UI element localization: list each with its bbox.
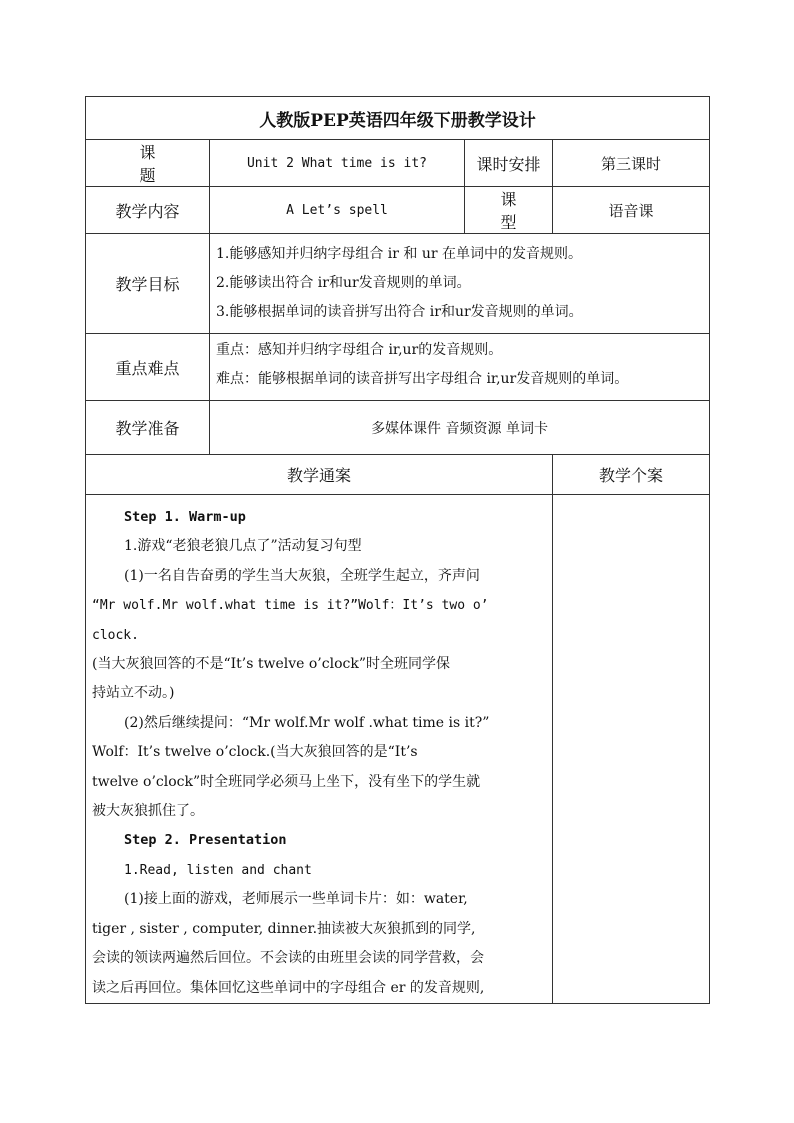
body-line: Wolf：It’s twelve o’clock.(当大灰狼回答的是“It’s <box>92 744 418 761</box>
body-line: “Mr wolf.Mr wolf.what time is it?”Wolf：It’s two o’ <box>92 598 489 614</box>
label-topic: 课 题 <box>86 140 210 187</box>
keypoint-item: 难点：能够根据单词的读音拼写出字母组合 ir,ur发音规则的单词。 <box>216 371 629 387</box>
general-plan-body <box>86 495 553 1004</box>
label-keypoints: 重点难点 <box>86 334 210 401</box>
body-line: (1)一名自告奋勇的学生当大灰狼，全班学生起立，齐声问 <box>124 567 480 584</box>
objective-item: 2.能够读出符合 ir和ur发音规则的单词。 <box>216 275 471 291</box>
step-heading: Step 1. Warm-up <box>124 509 246 525</box>
value-type: 语音课 <box>553 187 710 234</box>
value-preparation: 多媒体课件 音频资源 单词卡 <box>210 401 710 455</box>
body-line: (1)接上面的游戏，老师展示一些单词卡片：如：water, <box>124 891 468 908</box>
body-line: 会读的领读两遍然后回位。不会读的由班里会读的同学营救，会 <box>92 950 484 967</box>
body-line: clock. <box>92 627 139 643</box>
body-line: tiger , sister , computer, dinner.抽读被大灰狼抓到的同学, <box>92 920 476 937</box>
body-line: (2)然后继续提问：“Mr wolf.Mr wolf .what time is it?” <box>124 714 490 731</box>
objective-item: 1.能够感知并归纳字母组合 ir 和 ur 在单词中的发音规则。 <box>216 246 583 262</box>
keypoint-item: 重点：感知并归纳字母组合 ir,ur的发音规则。 <box>216 342 503 358</box>
document-title: 人教版PEP英语四年级下册教学设计 <box>86 97 710 140</box>
individual-plan-body <box>553 495 710 1004</box>
value-topic: Unit 2 What time is it? <box>210 140 465 187</box>
body-line: twelve o’clock”时全班同学必须马上坐下，没有坐下的学生就 <box>92 773 481 790</box>
label-schedule: 课时安排 <box>465 140 553 187</box>
body-line: 读之后再回位。集体回忆这些单词中的字母组合 er 的发音规则, <box>92 979 485 996</box>
lesson-plan-table <box>85 96 710 1004</box>
label-content: 教学内容 <box>86 187 210 234</box>
body-line: 持站立不动。) <box>92 685 175 702</box>
label-objectives: 教学目标 <box>86 234 210 334</box>
label-type: 课 型 <box>465 187 553 234</box>
objective-item: 3.能够根据单词的读音拼写出符合 ir和ur发音规则的单词。 <box>216 304 583 320</box>
step-heading: Step 2. Presentation <box>124 832 287 849</box>
keypoints-list <box>210 334 710 401</box>
label-preparation: 教学准备 <box>86 401 210 455</box>
objectives-list <box>210 234 710 334</box>
value-content: A Let’s spell <box>210 187 465 234</box>
body-line: 1.游戏“老狼老狼几点了”活动复习句型 <box>124 538 362 555</box>
body-line: (当大灰狼回答的不是“It’s twelve o’clock”时全班同学保 <box>92 656 450 673</box>
header-general-plan: 教学通案 <box>86 455 553 495</box>
body-line: 1.Read, listen and chant <box>124 862 312 878</box>
lesson-plan-page <box>85 96 709 1004</box>
header-individual-plan: 教学个案 <box>553 455 710 495</box>
value-schedule: 第三课时 <box>553 140 710 187</box>
body-line: 被大灰狼抓住了。 <box>92 803 204 820</box>
